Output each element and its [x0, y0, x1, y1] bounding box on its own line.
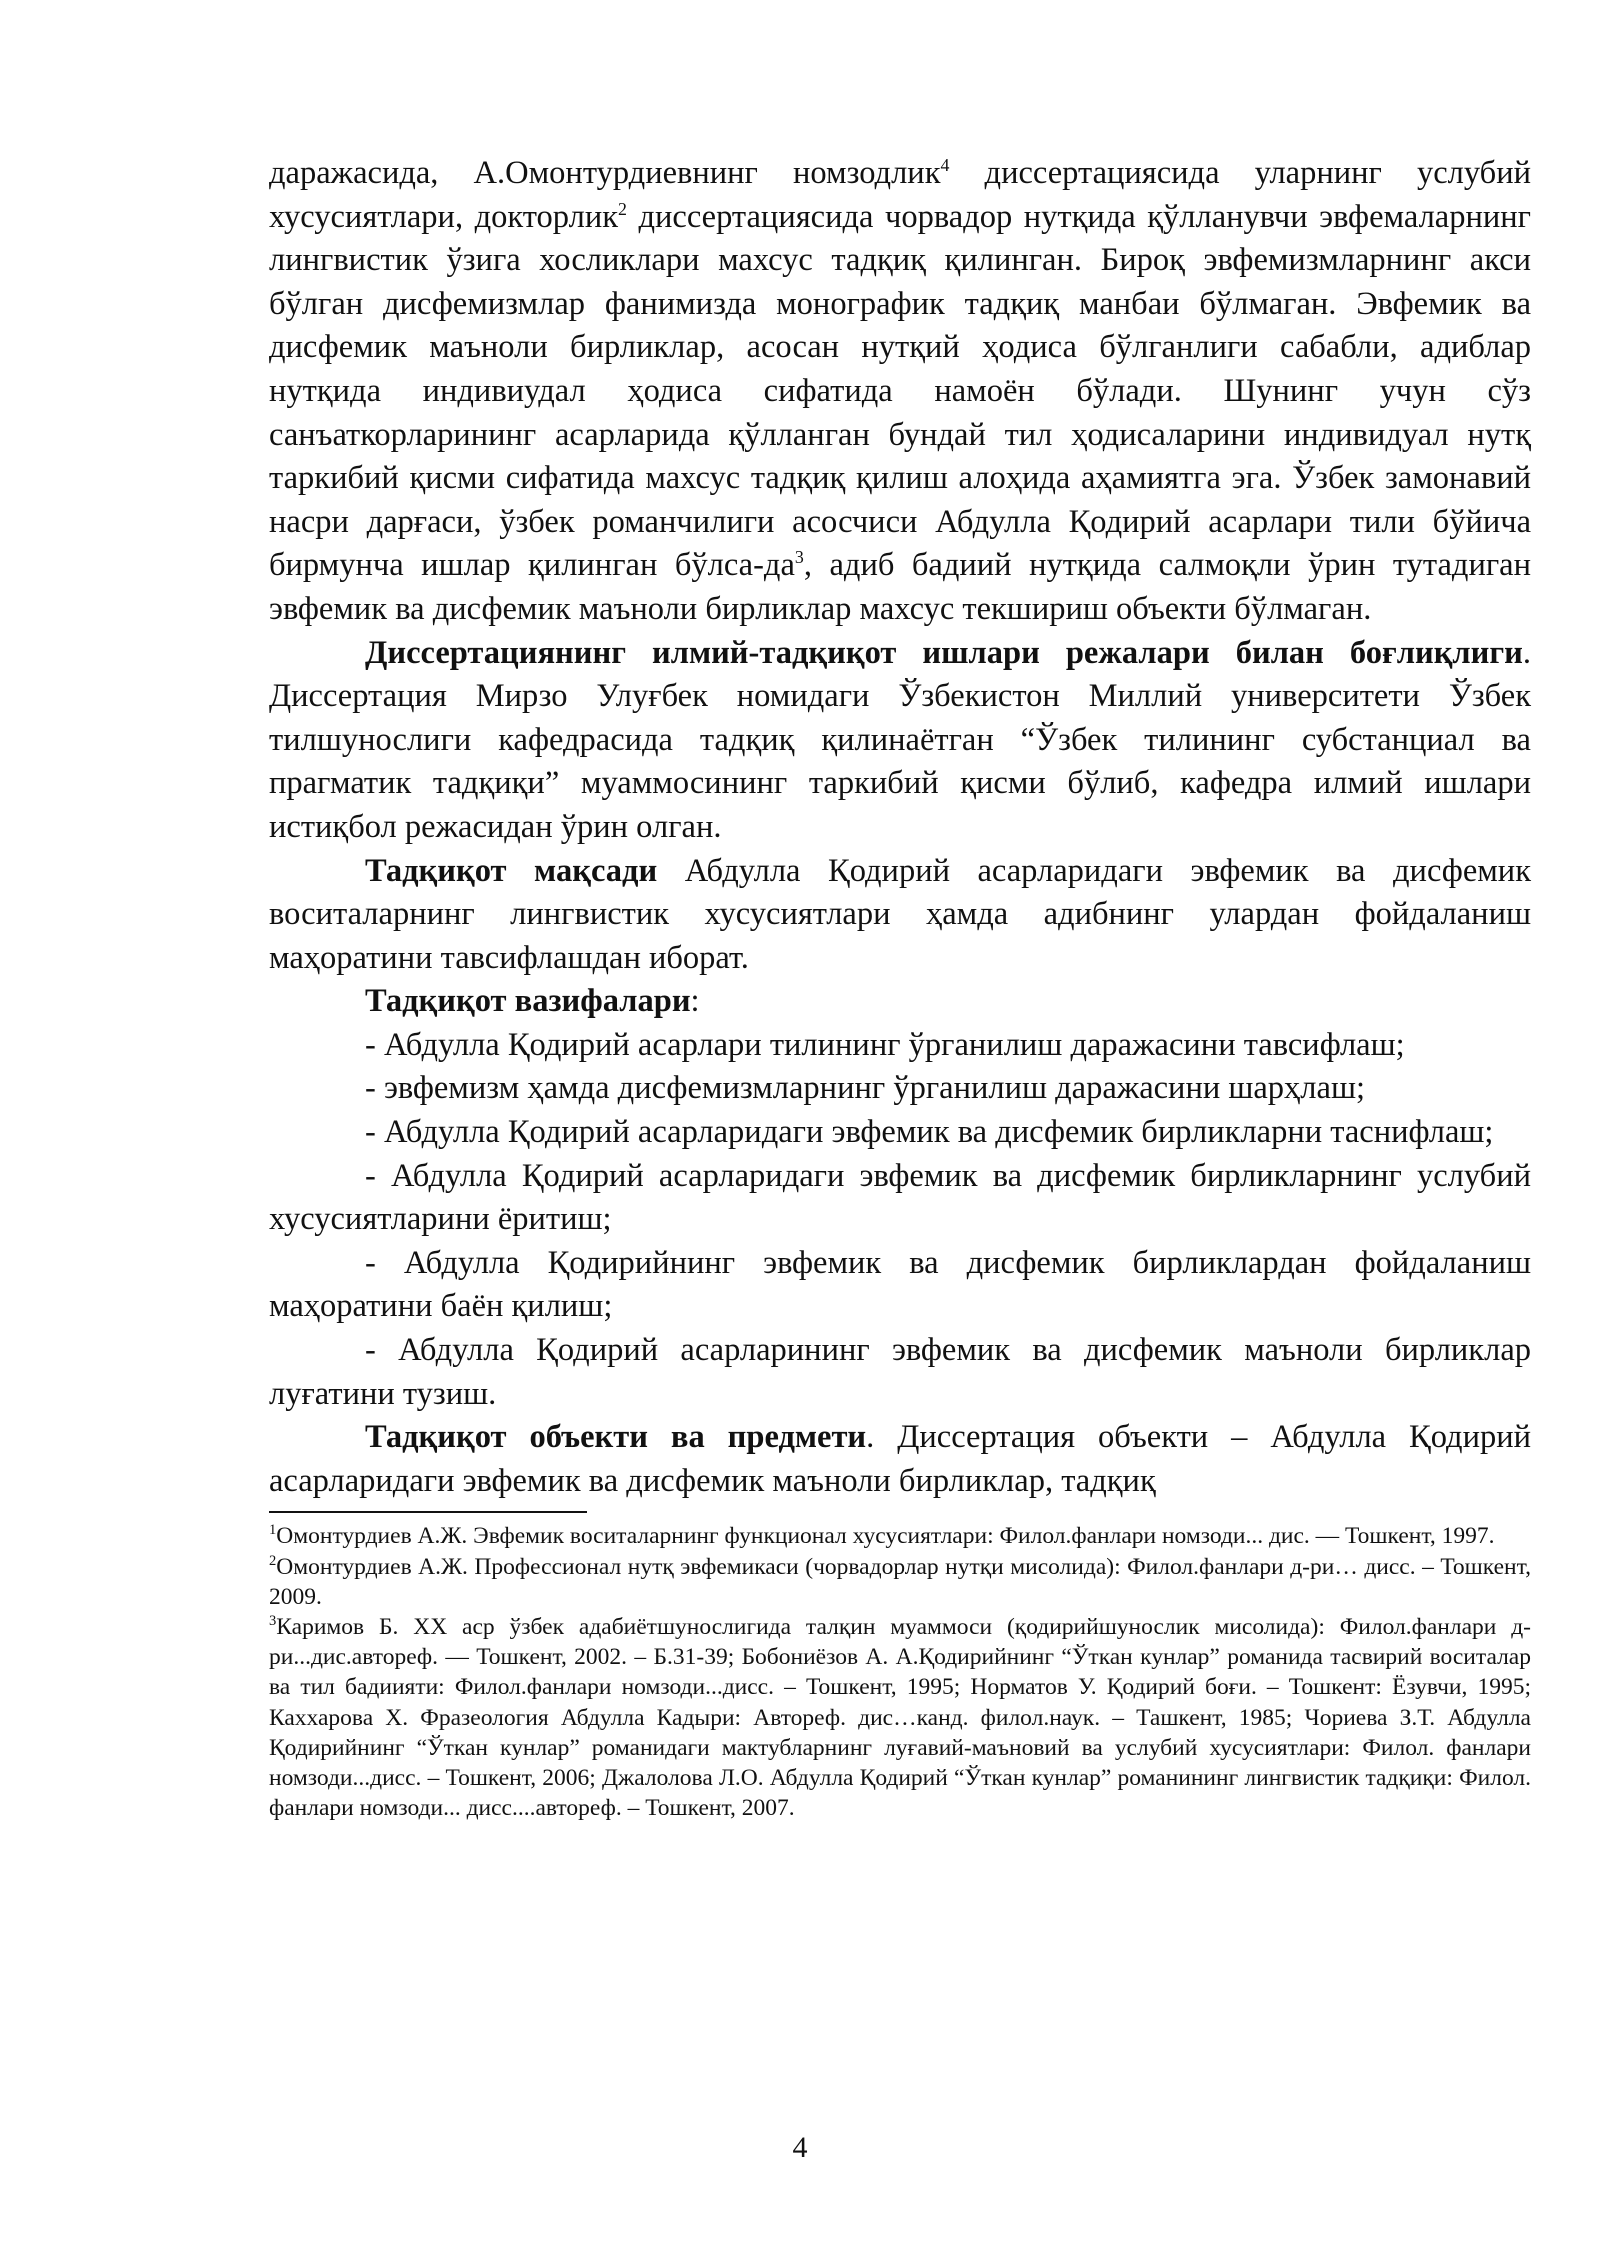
footnote-mark: 3: [269, 1613, 277, 1630]
list-item: - эвфемизм ҳамда дисфемизмларнинг ўрганилиш даражасини шарҳлаш;: [365, 1070, 1366, 1107]
list-item: - Абдулла Қодирийнинг эвфемик ва дисфемик бирликлардан фойдаланиш маҳоратини баён қилиш;: [269, 1244, 1531, 1325]
section-heading-inline: Тадқиқот объекти ва предмети: [365, 1419, 867, 1456]
footnote-text: Каримов Б. ХХ аср ўзбек адабиётшунослигида талқин муаммоси (қодирийшунослик мисолида): Филол.фанлари д-ри...дис.автореф. — Тошкент, 2002. – Б.31-39; Бобониёзов А. А.Қодирийнинг “Ўткан кунлар” романида тасвирий воситалар ва тил бадиияти: Филол.фанлари номзоди...дисс. – Тошкент, 1995; Норматов У. Қодирий боғи. – Тошкент: Ёзувчи, 1995; Каххарова Х. Фразеология Абдулла Кадыри: Автореф. дис…канд. филол.наук. – Ташкент, 1985; Чориева З.Т. Абдулла Қодирийнинг “Ўткан кунлар” романидаги мактубларнинг луғавий-маъновий ва услубий хусусиятлари: Филол. фанлари номзоди...дисс. – Тошкент, 2006; Джалолова Л.О. Абдулла Қодирий “Ўткан кунлар” романининг лингвистик тадқиқи: Филол. фанлари номзоди... дисс....автореф. – Тошкент, 2007.: [269, 1614, 1531, 1822]
section-heading-inline: Тадқиқот вазифалари: [365, 983, 691, 1020]
text-run: , адиб бадиий нутқида салмоқли ўрин тутадиган эвфемик ва дисфемик маъноли бирликлар махсус текшириш объекти бўлмаган.: [269, 547, 1531, 627]
paragraph-research-object: [269, 1416, 1531, 1503]
text-run: . Диссертация объекти – Абдулла Қодирий асарларидаги эвфемик ва дисфемик маъноли бирликлар, тадқиқ: [269, 1419, 1531, 1499]
list-item: - Абдулла Қодирий асарларидаги эвфемик ва дисфемик бирликларни таснифлаш;: [365, 1114, 1494, 1151]
list-item: - Абдулла Қодирий асарлари тилининг ўрганилиш даражасини тавсифлаш;: [365, 1026, 1405, 1063]
footnote: [269, 1612, 1531, 1823]
footnote-ref: 2: [618, 198, 627, 219]
text-run: :: [690, 983, 700, 1020]
page-number: 4: [792, 2131, 808, 2164]
section-heading-inline: Тадқиқот мақсади: [365, 852, 658, 889]
footnote: [269, 1552, 1531, 1612]
main-text: [269, 152, 1531, 1503]
footnote-text: Омонтурдиев А.Ж. Профессионал нутқ эвфемикаси (чорвадорлар нутқи мисолида): Филол.фанлари д-ри… дисс. – Тошкент, 2009.: [269, 1553, 1531, 1610]
footnotes: [269, 1521, 1531, 1823]
footnote-mark: 1: [269, 1522, 277, 1539]
footnote-separator: [269, 1511, 587, 1513]
footnote-text: Омонтурдиев А.Ж. Эвфемик воситаларнинг функционал хусусиятлари: Филол.фанлари номзоди... дис. — Тошкент, 1997.: [276, 1523, 1495, 1550]
text-run: диссертациясида уларнинг услубий хусусиятлари, докторлик: [269, 155, 1532, 235]
list-item: - Абдулла Қодирий асарларидаги эвфемик ва дисфемик бирликларнинг услубий хусусиятларини ёритиш;: [269, 1157, 1531, 1238]
document-page: [269, 152, 1531, 1823]
list-item: - Абдулла Қодирий асарларининг эвфемик ва дисфемик маъноли бирликлар луғатини тузиш.: [269, 1332, 1531, 1412]
footnote-mark: 2: [269, 1552, 277, 1569]
footnote: [269, 1521, 1531, 1551]
text-run: . Диссертация Мирзо Улуғбек номидаги Ўзбекистон Миллий университети Ўзбек тилшунослиги кафедрасида тадқиқ қилинаётган “Ўзбек тилининг субстанциал ва прагматик тадқиқи” муаммосининг таркибий қисми бўлиб, кафедра илмий ишлари истиқбол режасидан ўрин олган.: [269, 634, 1531, 845]
text-run: даражасида, А.Омонтурдиевнинг номзодлик: [269, 155, 941, 191]
section-heading-inline: Диссертациянинг илмий-тадқиқот ишлари режалари билан боғлиқлиги: [365, 634, 1523, 671]
paragraph-research-goal: [269, 850, 1531, 981]
footnote-ref: 4: [940, 155, 950, 176]
text-run: Абдулла Қодирий асарларидаги эвфемик ва дисфемик воситаларнинг лингвистик хусусиятлари ҳамда адибнинг улардан фойдаланиш маҳоратини тавсифлашдан иборат.: [269, 852, 1531, 976]
paragraph-intro: [269, 152, 1531, 632]
text-run: диссертациясида чорвадор нутқида қўлланувчи эвфемаларнинг лингвистик ўзига хосликлари махсус тадқиқ қилинган. Бироқ эвфемизмларнинг акси бўлган дисфемизмлар фанимизда монографик тадқиқ манбаи бўлмаган. Эвфемик ва дисфемик маъноли бирликлар, асосан нутқий ҳодиса бўлганлиги сабабли, адиблар нутқида индивиудал ҳодиса сифатида намоён бўлади. Шунинг учун сўз санъаткорларининг асарларида қўлланган бундай тил ҳодисаларини индивидуал нутқ таркибий қисми сифатида махсус тадқиқ қилиш алоҳида аҳамиятга эга. Ўзбек замонавий насри дарғаси, ўзбек романчилиги асосчиси Абдулла Қодирий асарлари тили бўйича бирмунча ишлар қилинган бўлса-да: [269, 198, 1531, 584]
paragraph-research-tasks-heading: [269, 980, 1531, 1024]
paragraph-research-plan: [269, 632, 1531, 850]
footnote-ref: 3: [794, 547, 804, 568]
